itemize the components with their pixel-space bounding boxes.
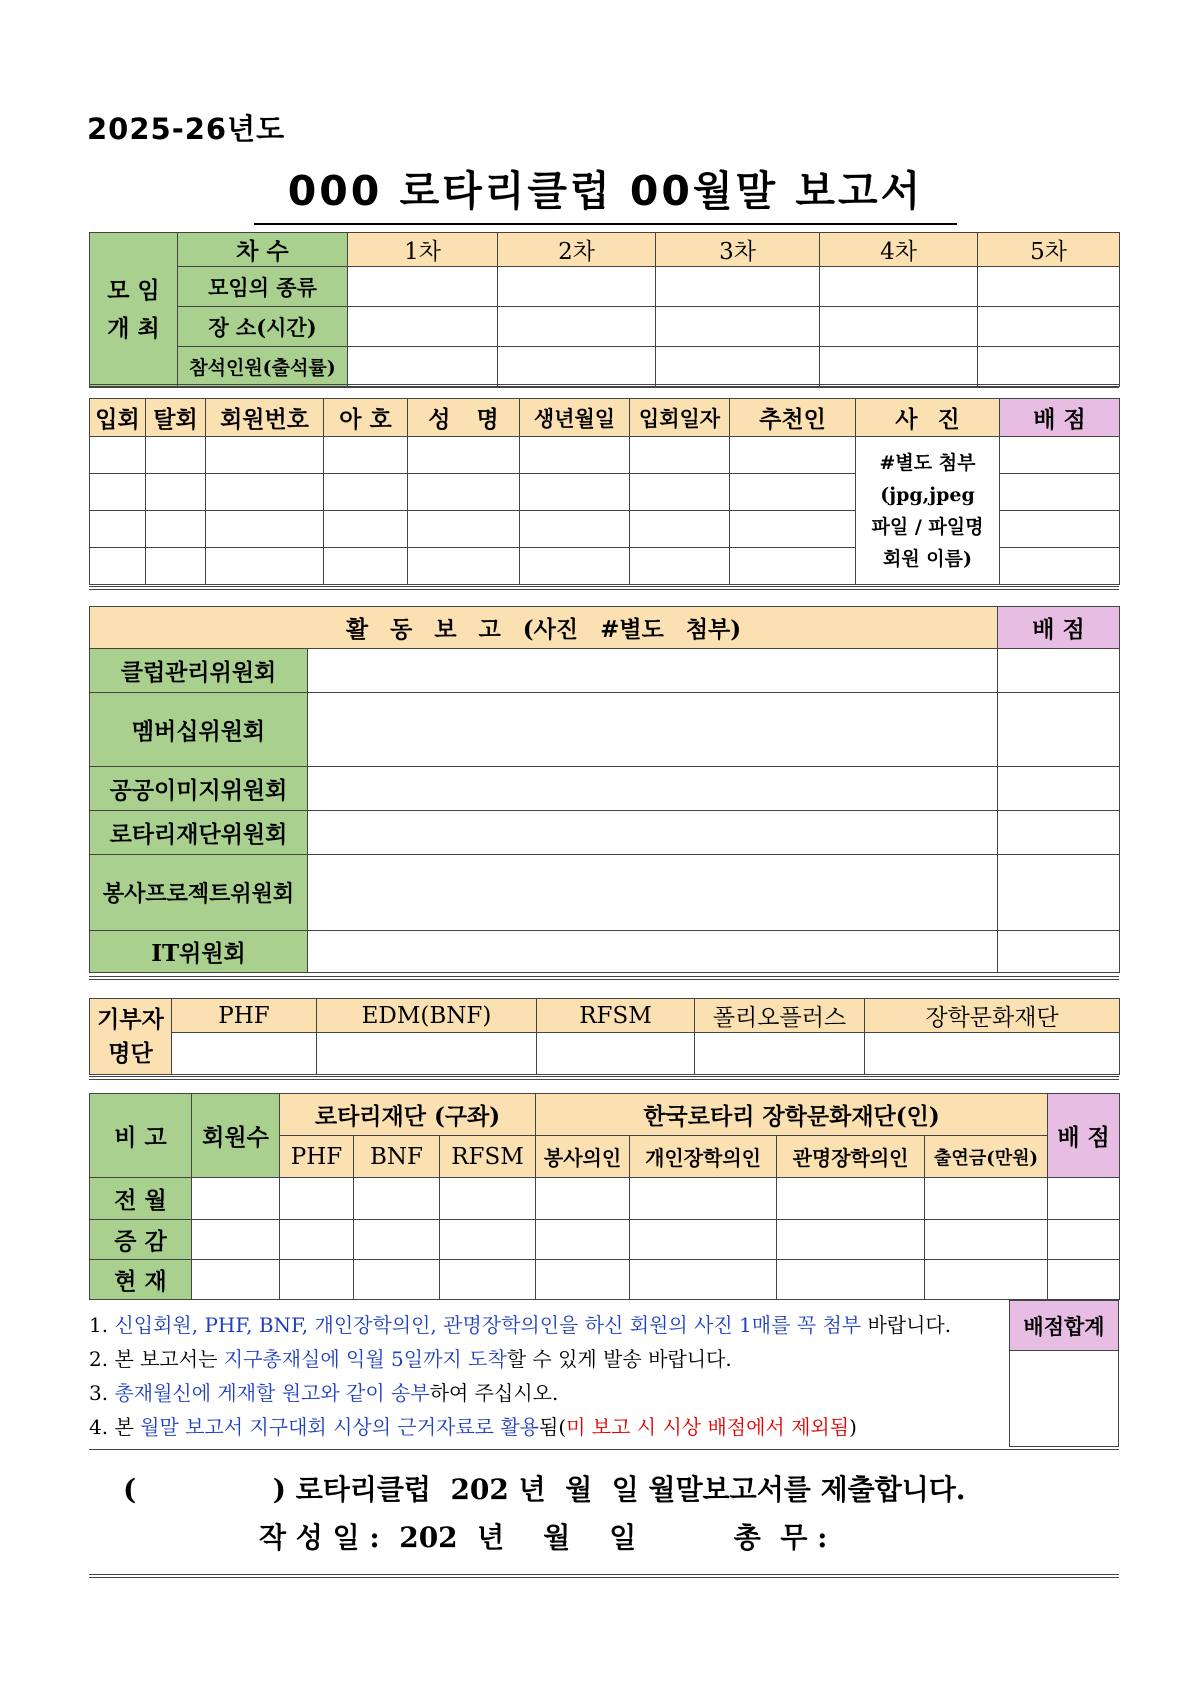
summary-cell[interactable] bbox=[536, 1260, 630, 1300]
summary-cell[interactable] bbox=[777, 1178, 925, 1220]
sub-personal: 개인장학의인 bbox=[630, 1136, 777, 1178]
row-change: 증 감 bbox=[90, 1220, 192, 1260]
member-cell[interactable] bbox=[730, 548, 856, 585]
member-cell[interactable] bbox=[630, 548, 730, 585]
scholarship-label: 한국로타리 장학문화재단(인) bbox=[536, 1094, 1048, 1136]
divider bbox=[89, 586, 1119, 590]
col-alias: 아 호 bbox=[324, 399, 408, 437]
committee-club-admin: 클럽관리위원회 bbox=[90, 649, 308, 693]
member-cell[interactable] bbox=[146, 548, 206, 585]
member-cell[interactable] bbox=[206, 548, 324, 585]
summary-cell[interactable] bbox=[536, 1178, 630, 1220]
score-cell[interactable] bbox=[998, 649, 1120, 693]
donor-cell[interactable] bbox=[865, 1033, 1120, 1075]
summary-cell[interactable] bbox=[440, 1178, 536, 1220]
activity-cell[interactable] bbox=[308, 855, 998, 931]
meeting-cell[interactable] bbox=[978, 307, 1120, 347]
round-3: 3차 bbox=[656, 233, 820, 267]
activity-cell[interactable] bbox=[308, 767, 998, 811]
summary-cell[interactable] bbox=[925, 1178, 1048, 1220]
meeting-group-label: 모 임 개 최 bbox=[90, 233, 178, 387]
member-cell[interactable] bbox=[1000, 548, 1120, 585]
member-cell[interactable] bbox=[520, 511, 630, 548]
col-birth: 생년월일 bbox=[520, 399, 630, 437]
summary-cell[interactable] bbox=[777, 1220, 925, 1260]
summary-cell[interactable] bbox=[354, 1260, 440, 1300]
divider bbox=[89, 1076, 1119, 1080]
member-cell[interactable] bbox=[90, 511, 146, 548]
meeting-cell[interactable] bbox=[978, 267, 1120, 307]
summary-table bbox=[89, 1093, 1120, 1300]
meeting-cell[interactable] bbox=[348, 307, 498, 347]
score-cell[interactable] bbox=[998, 811, 1120, 855]
col-join: 입회 bbox=[90, 399, 146, 437]
member-cell[interactable] bbox=[206, 474, 324, 511]
committee-service: 봉사프로젝트위원회 bbox=[90, 855, 308, 931]
summary-cell[interactable] bbox=[280, 1178, 354, 1220]
remarks-label: 비 고 bbox=[90, 1094, 192, 1178]
col-member-no: 회원번호 bbox=[206, 399, 324, 437]
submission-statement: ( ) 로타리클럽 202 년 월 일 월말보고서를 제출합니다. bbox=[123, 1473, 966, 1506]
summary-cell[interactable] bbox=[536, 1220, 630, 1260]
notes bbox=[89, 1308, 999, 1444]
total-score-cell[interactable] bbox=[1010, 1351, 1119, 1447]
member-cell[interactable] bbox=[90, 474, 146, 511]
donor-cell[interactable] bbox=[695, 1033, 865, 1075]
summary-cell[interactable] bbox=[1048, 1178, 1120, 1220]
meeting-cell[interactable] bbox=[498, 267, 656, 307]
page-title: 000 로타리클럽 00월말 보고서 bbox=[254, 158, 957, 225]
member-cell[interactable] bbox=[630, 474, 730, 511]
member-cell[interactable] bbox=[520, 474, 630, 511]
member-cell[interactable] bbox=[520, 437, 630, 474]
summary-cell[interactable] bbox=[630, 1260, 777, 1300]
member-cell[interactable] bbox=[408, 474, 520, 511]
activity-score-header: 배 점 bbox=[998, 607, 1120, 649]
activity-cell[interactable] bbox=[308, 693, 998, 767]
total-score-label: 배점합계 bbox=[1010, 1301, 1119, 1351]
member-cell[interactable] bbox=[146, 511, 206, 548]
meeting-cell[interactable] bbox=[348, 347, 498, 387]
activity-table bbox=[89, 606, 1120, 973]
summary-cell[interactable] bbox=[192, 1178, 280, 1220]
sub-contribution: 출연금(만원) bbox=[925, 1136, 1048, 1178]
activity-cell[interactable] bbox=[308, 811, 998, 855]
summary-cell[interactable] bbox=[925, 1220, 1048, 1260]
score-cell[interactable] bbox=[998, 931, 1120, 973]
score-cell[interactable] bbox=[998, 767, 1120, 811]
sub-service: 봉사의인 bbox=[536, 1136, 630, 1178]
col-name: 성 명 bbox=[408, 399, 520, 437]
note-4: 4. 본 월말 보고서 지구대회 시상의 근거자료로 활용됨(미 보고 시 시상 배점에서 제외됨) bbox=[89, 1415, 857, 1439]
photo-note: #별도 첨부 (jpg,jpeg 파일 / 파일명 회원 이름) bbox=[856, 437, 1000, 585]
sub-named: 관명장학의인 bbox=[777, 1136, 925, 1178]
summary-score-label: 배 점 bbox=[1048, 1094, 1120, 1178]
sub-rfsm: RFSM bbox=[440, 1136, 536, 1178]
meeting-cell[interactable] bbox=[498, 347, 656, 387]
member-cell[interactable] bbox=[324, 437, 408, 474]
note-2: 2. 본 보고서는 지구총재실에 익월 5일까지 도착할 수 있게 발송 바랍니다. bbox=[89, 1347, 732, 1371]
meeting-cell[interactable] bbox=[820, 347, 978, 387]
member-cell[interactable] bbox=[1000, 511, 1120, 548]
member-table bbox=[89, 398, 1120, 585]
summary-cell[interactable] bbox=[630, 1220, 777, 1260]
member-cell[interactable] bbox=[730, 474, 856, 511]
donor-label: 기부자 명단 bbox=[90, 999, 172, 1075]
member-cell[interactable] bbox=[1000, 437, 1120, 474]
total-score-box bbox=[1009, 1300, 1119, 1447]
score-cell[interactable] bbox=[998, 855, 1120, 931]
member-count-label: 회원수 bbox=[192, 1094, 280, 1178]
row-current: 현 재 bbox=[90, 1260, 192, 1300]
sub-phf: PHF bbox=[280, 1136, 354, 1178]
summary-cell[interactable] bbox=[925, 1260, 1048, 1300]
meeting-cell[interactable] bbox=[820, 307, 978, 347]
donor-phf: PHF bbox=[172, 999, 317, 1033]
divider bbox=[89, 976, 1119, 980]
committee-public-image: 공공이미지위원회 bbox=[90, 767, 308, 811]
committee-it: IT위원회 bbox=[90, 931, 308, 973]
round-2: 2차 bbox=[498, 233, 656, 267]
attendance-label: 참석인원(출석률) bbox=[178, 347, 348, 387]
member-cell[interactable] bbox=[90, 548, 146, 585]
summary-cell[interactable] bbox=[192, 1220, 280, 1260]
donor-cell[interactable] bbox=[172, 1033, 317, 1075]
committee-membership: 멤버십위원회 bbox=[90, 693, 308, 767]
member-cell[interactable] bbox=[408, 548, 520, 585]
summary-cell[interactable] bbox=[280, 1260, 354, 1300]
report-year: 2025-26년도 bbox=[87, 112, 286, 146]
member-cell[interactable] bbox=[90, 437, 146, 474]
member-cell[interactable] bbox=[1000, 474, 1120, 511]
summary-cell[interactable] bbox=[630, 1178, 777, 1220]
member-cell[interactable] bbox=[408, 437, 520, 474]
summary-cell[interactable] bbox=[192, 1260, 280, 1300]
foundation-label: 로타리재단 (구좌) bbox=[280, 1094, 536, 1136]
divider bbox=[89, 384, 1119, 388]
member-cell[interactable] bbox=[630, 511, 730, 548]
round-1: 1차 bbox=[348, 233, 498, 267]
meeting-cell[interactable] bbox=[978, 347, 1120, 387]
donor-rfsm: RFSM bbox=[537, 999, 695, 1033]
member-cell[interactable] bbox=[324, 474, 408, 511]
donor-cell[interactable] bbox=[537, 1033, 695, 1075]
divider bbox=[89, 1574, 1119, 1578]
member-cell[interactable] bbox=[146, 474, 206, 511]
sub-bnf: BNF bbox=[354, 1136, 440, 1178]
meeting-type-label: 모임의 종류 bbox=[178, 267, 348, 307]
col-join-date: 입회일자 bbox=[630, 399, 730, 437]
meeting-cell[interactable] bbox=[656, 307, 820, 347]
round-5: 5차 bbox=[978, 233, 1120, 267]
written-date-line: 작 성 일 : 202 년 월 일 총 무 : bbox=[259, 1521, 828, 1554]
note-3: 3. 총재월신에 게재할 원고와 같이 송부하여 주십시오. bbox=[89, 1381, 559, 1405]
member-cell[interactable] bbox=[324, 548, 408, 585]
member-cell[interactable] bbox=[630, 437, 730, 474]
donor-edm: EDM(BNF) bbox=[317, 999, 537, 1033]
member-cell[interactable] bbox=[730, 437, 856, 474]
member-cell[interactable] bbox=[146, 437, 206, 474]
committee-foundation: 로타리재단위원회 bbox=[90, 811, 308, 855]
activity-title: 활 동 보 고 (사진 #별도 첨부) bbox=[90, 607, 998, 649]
member-cell[interactable] bbox=[206, 511, 324, 548]
summary-cell[interactable] bbox=[777, 1260, 925, 1300]
summary-cell[interactable] bbox=[440, 1220, 536, 1260]
row-previous-month: 전 월 bbox=[90, 1178, 192, 1220]
round-label: 차 수 bbox=[178, 233, 348, 267]
meeting-cell[interactable] bbox=[656, 347, 820, 387]
member-cell[interactable] bbox=[324, 511, 408, 548]
col-photo: 사 진 bbox=[856, 399, 1000, 437]
summary-cell[interactable] bbox=[354, 1178, 440, 1220]
summary-cell[interactable] bbox=[280, 1220, 354, 1260]
col-score: 배 점 bbox=[1000, 399, 1120, 437]
summary-cell[interactable] bbox=[1048, 1220, 1120, 1260]
score-cell[interactable] bbox=[998, 693, 1120, 767]
member-cell[interactable] bbox=[520, 548, 630, 585]
meeting-cell[interactable] bbox=[656, 267, 820, 307]
meeting-cell[interactable] bbox=[820, 267, 978, 307]
round-4: 4차 bbox=[820, 233, 978, 267]
member-cell[interactable] bbox=[206, 437, 324, 474]
divider bbox=[89, 1449, 1119, 1450]
meeting-table bbox=[89, 232, 1120, 387]
summary-cell[interactable] bbox=[1048, 1260, 1120, 1300]
note-1: 1. 신입회원, PHF, BNF, 개인장학의인, 관명장학의인을 하신 회원의 사진 1매를 꼭 첨부 바랍니다. bbox=[89, 1313, 952, 1337]
col-recommender: 추천인 bbox=[730, 399, 856, 437]
activity-cell[interactable] bbox=[308, 649, 998, 693]
meeting-place-label: 장 소(시간) bbox=[178, 307, 348, 347]
member-cell[interactable] bbox=[408, 511, 520, 548]
donor-cell[interactable] bbox=[317, 1033, 537, 1075]
meeting-cell[interactable] bbox=[498, 307, 656, 347]
summary-cell[interactable] bbox=[440, 1260, 536, 1300]
meeting-cell[interactable] bbox=[348, 267, 498, 307]
donor-polio: 폴리오플러스 bbox=[695, 999, 865, 1033]
donor-scholarship: 장학문화재단 bbox=[865, 999, 1120, 1033]
member-cell[interactable] bbox=[730, 511, 856, 548]
donor-table bbox=[89, 998, 1120, 1075]
activity-cell[interactable] bbox=[308, 931, 998, 973]
summary-cell[interactable] bbox=[354, 1220, 440, 1260]
col-leave: 탈회 bbox=[146, 399, 206, 437]
